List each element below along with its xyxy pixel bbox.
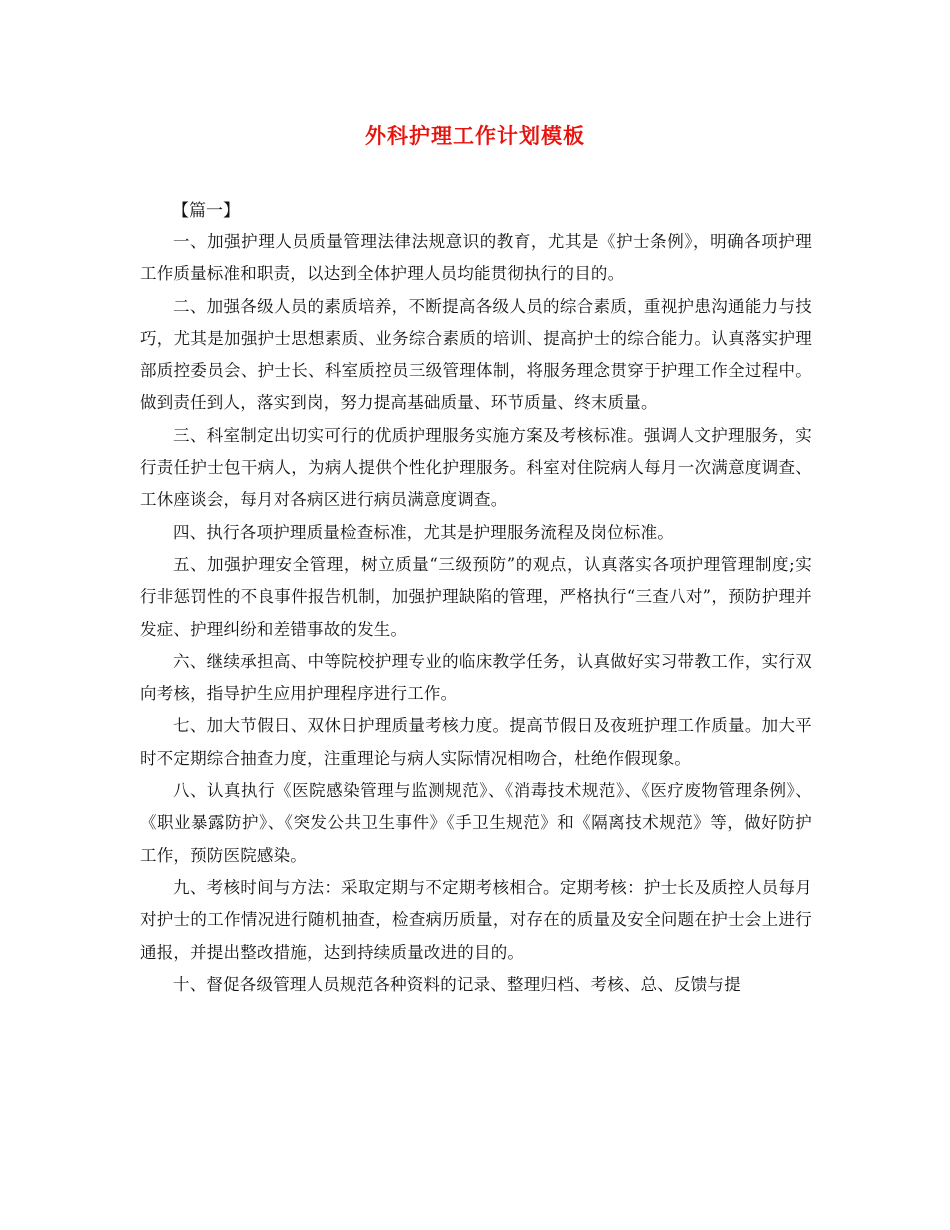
paragraph-3: 三、科室制定出切实可行的优质护理服务实施方案及考核标准。强调人文护理服务，实行责任护士包干病人，为病人提供个性化护理服务。科室对住院病人每月一次满意度调查、工休座谈会，每月对各病区进行病员满意度调查。	[140, 425, 812, 510]
paragraph-10: 十、督促各级管理人员规范各种资料的记录、整理归档、考核、总、反馈与提	[173, 974, 741, 994]
document-title: 外科护理工作计划模板	[365, 123, 585, 148]
paragraph-9: 九、考核时间与方法：采取定期与不定期考核相合。定期考核：护士长及质控人员每月对护士的工作情况进行随机抽查，检查病历质量，对存在的质量及安全问题在护士会上进行通报，并提出整改措施，达到持续质量改进的目的。	[140, 877, 812, 962]
paragraph-8: 八、认真执行《医院感染管理与监测规范》、《消毒技术规范》、《医疗废物管理条例》、《职业暴露防护》、《突发公共卫生事件》《手卫生规范》和《隔离技术规范》等，做好防护工作，预防医院感染。	[140, 781, 812, 865]
paragraph-2: 二、加强各级人员的素质培养，不断提高各级人员的综合素质，重视护患沟通能力与技巧，尤其是加强护士思想素质、业务综合素质的培训、提高护士的综合能力。认真落实护理部质控委员会、护士长、科室质控员三级管理体制，将服务理念贯穿于护理工作全过程中。做到责任到人，落实到岗，努力提高基础质量、环节质量、终末质量。	[140, 296, 812, 413]
paragraph-7: 七、加大节假日、双休日护理质量考核力度。提高节假日及夜班护理工作质量。加大平时不定期综合抽查力度，注重理论与病人实际情况相吻合，杜绝作假现象。	[140, 716, 812, 768]
paragraph-5: 五、加强护理安全管理，树立质量“三级预防”的观点，认真落实各项护理管理制度;实行非惩罚性的不良事件报告机制，加强护理缺陷的管理，严格执行“三查八对”，预防护理并发症、护理纠纷和差错事故的发生。	[140, 554, 812, 639]
section-label: 【篇一】	[172, 201, 240, 221]
paragraph-6: 六、继续承担高、中等院校护理专业的临床教学任务，认真做好实习带教工作，实行双向考核，指导护生应用护理程序进行工作。	[140, 651, 812, 704]
paragraph-1: 一、加强护理人员质量管理法律法规意识的教育，尤其是《护士条例》，明确各项护理工作质量标准和职责，以达到全体护理人员均能贯彻执行的目的。	[140, 232, 812, 284]
document-body	[140, 226, 812, 1001]
paragraph-4: 四、执行各项护理质量检查标准，尤其是护理服务流程及岗位标准。	[173, 522, 674, 542]
